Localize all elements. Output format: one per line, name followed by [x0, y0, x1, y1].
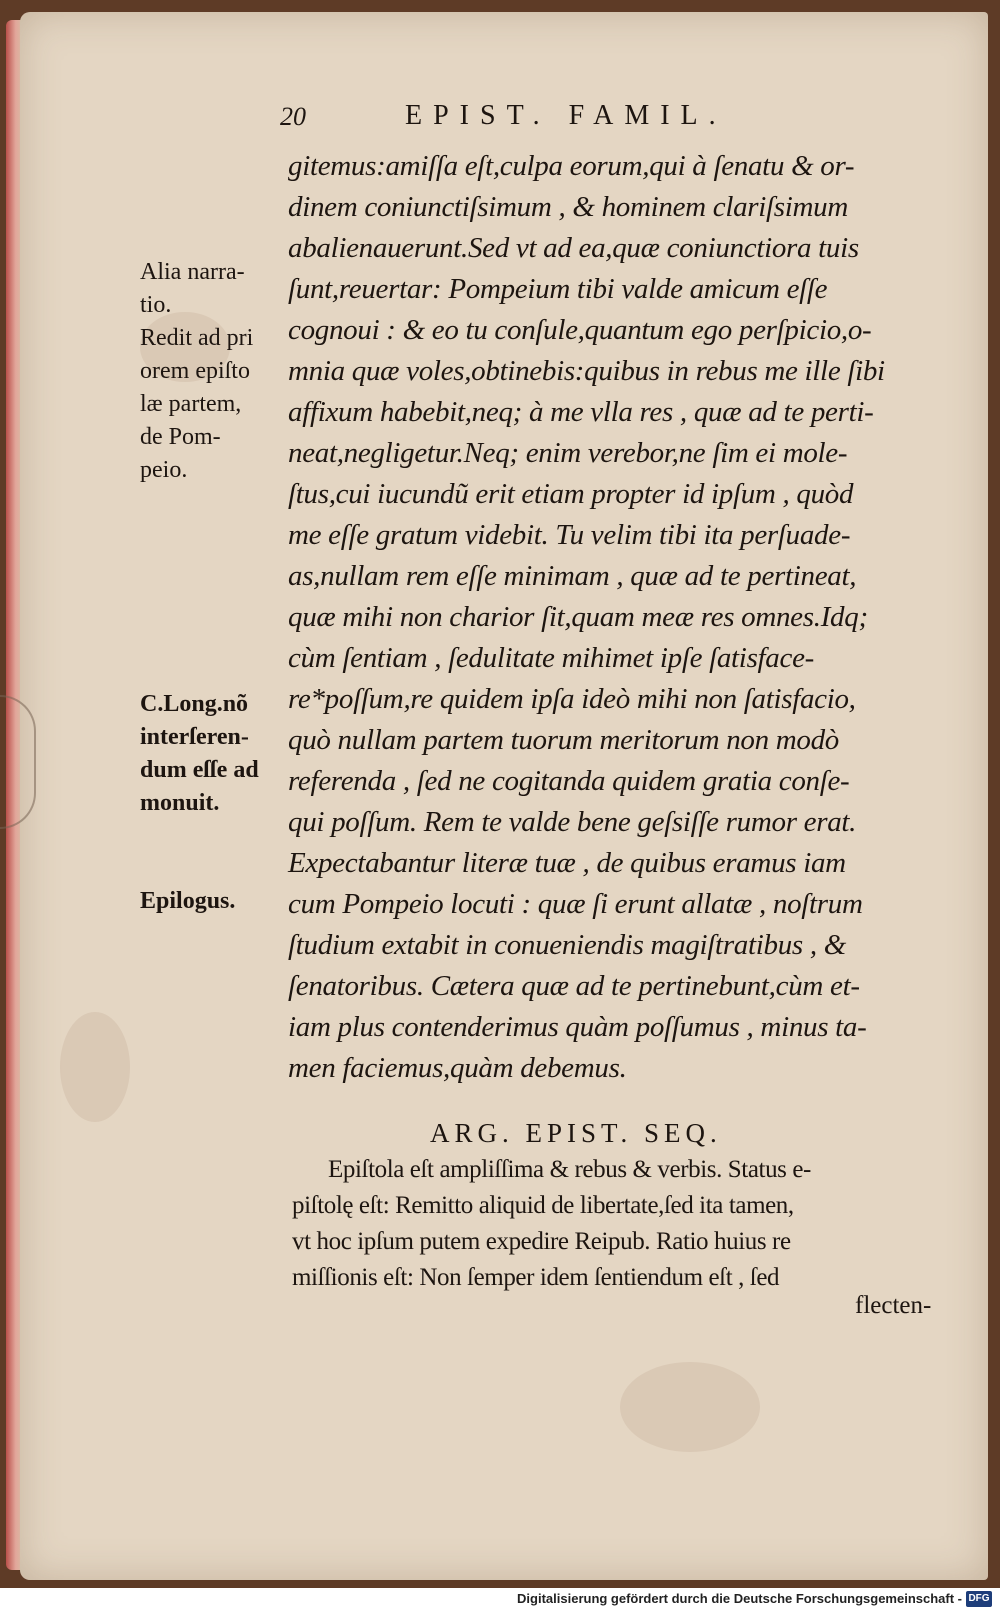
- argument-line: piſtolę eſt: Remitto aliquid de libertate,ſed ita tamen,: [292, 1192, 794, 1219]
- letter-body: [288, 146, 948, 1089]
- text-line: men faciemus,quàm debemus.: [288, 1052, 627, 1084]
- margin-note-line: peio.: [140, 457, 188, 483]
- text-line: quò nullam partem tuorum meritorum non modò: [288, 724, 839, 756]
- argument-heading: ARG. EPIST. SEQ.: [430, 1118, 722, 1148]
- text-line: dinem coniunctiſsimum , & hominem clariſsimum: [288, 191, 849, 223]
- margin-note-line: Redit ad pri: [140, 325, 254, 351]
- text-line: neat,negligetur.Neq; enim verebor,ne ſim ei mole-: [288, 437, 848, 469]
- page-number: 20: [280, 102, 306, 131]
- margin-note-line: de Pom-: [140, 424, 221, 450]
- text-line: as,nullam rem eſſe minimam , quæ ad te pertineat,: [288, 560, 857, 592]
- text-line: ſtudium extabit in conueniendis magiſtratibus , &: [288, 929, 847, 961]
- clip-impression: [0, 695, 36, 829]
- running-title: EPIST. FAMIL.: [405, 100, 727, 131]
- margin-note-line: orem epiſto: [140, 358, 250, 384]
- margin-note-line: tio.: [140, 292, 172, 318]
- text-line: iam plus contenderimus quàm poſſumus , minus ta-: [288, 1011, 867, 1043]
- margin-note-line: C.Long.nõ: [140, 691, 249, 717]
- text-line: ſtus,cui iucundũ erit etiam propter id ipſum , quòd: [288, 478, 854, 510]
- text-line: ſenatoribus. Cætera quæ ad te pertinebunt,cùm et-: [288, 970, 860, 1002]
- argument-line: vt hoc ipſum putem expedire Reipub. Ratio huius re: [292, 1228, 791, 1255]
- text-line: cùm ſentiam , ſedulitate mihimet ipſe ſatisface-: [288, 642, 815, 674]
- dfg-logo-icon: DFG: [966, 1591, 992, 1607]
- margin-note-line: dum eſſe ad: [140, 757, 259, 783]
- margin-note-epilogus: [140, 885, 290, 918]
- text-line: cum Pompeio locuti : quæ ſi erunt allatæ , noſtrum: [288, 888, 863, 920]
- text-line: qui poſſum. Rem te valde bene geſsiſſe rumor erat.: [288, 806, 857, 838]
- margin-note-line: læ partem,: [140, 391, 242, 417]
- text-line: referenda , ſed ne cogitanda quidem gratia conſe-: [288, 765, 850, 797]
- argument-line: miſſionis eſt: Non ſemper idem ſentiendum eſt , ſed: [292, 1264, 780, 1291]
- digitization-footer: [0, 1588, 1000, 1611]
- argument-line: Epiſtola eſt ampliſſima & rebus & verbis. Status e-: [328, 1156, 811, 1183]
- margin-note-longinus: [140, 688, 290, 820]
- running-header: [280, 100, 920, 140]
- text-line: Expectabantur literæ tuæ , de quibus eramus iam: [288, 847, 846, 879]
- text-line: gitemus:amiſſa eſt,culpa eorum,qui à ſenatu & or-: [288, 150, 855, 182]
- margin-note-line: Alia narra-: [140, 259, 245, 285]
- text-line: cognoui : & eo tu conſule,quantum ego perſpicio,o-: [288, 314, 872, 346]
- text-line: mnia quæ voles,obtinebis:quibus in rebus me ille ſibi: [288, 355, 885, 387]
- foxing-spot: [620, 1362, 760, 1452]
- text-line: affixum habebit,neq; à me vlla res , quæ ad te perti-: [288, 396, 874, 428]
- text-line: re*poſſum,re quidem ipſa ideò mihi non ſatisfacio,: [288, 683, 856, 715]
- text-line: me eſſe gratum videbit. Tu velim tibi ita perſuade-: [288, 519, 851, 551]
- margin-note-line: monuit.: [140, 790, 220, 816]
- margin-note-narratio: [140, 256, 290, 322]
- foxing-spot: [60, 1012, 130, 1122]
- text-line: abalienauerunt.Sed vt ad ea,quæ coniunctiora tuis: [288, 232, 859, 264]
- text-line: ſunt,reuertar: Pompeium tibi valde amicum eſſe: [288, 273, 828, 305]
- text-line: quæ mihi non charior ſit,quam meæ res omnes.Idq;: [288, 601, 868, 633]
- margin-note-line: interſeren-: [140, 724, 249, 750]
- margin-note-line: Epilogus.: [140, 888, 236, 914]
- argument-text: [292, 1152, 942, 1296]
- funding-credit: Digitalisierung gefördert durch die Deutsche Forschungsgemeinschaft -: [517, 1591, 962, 1606]
- catchword: flecten-: [855, 1292, 932, 1319]
- margin-note-pompeius: [140, 322, 290, 487]
